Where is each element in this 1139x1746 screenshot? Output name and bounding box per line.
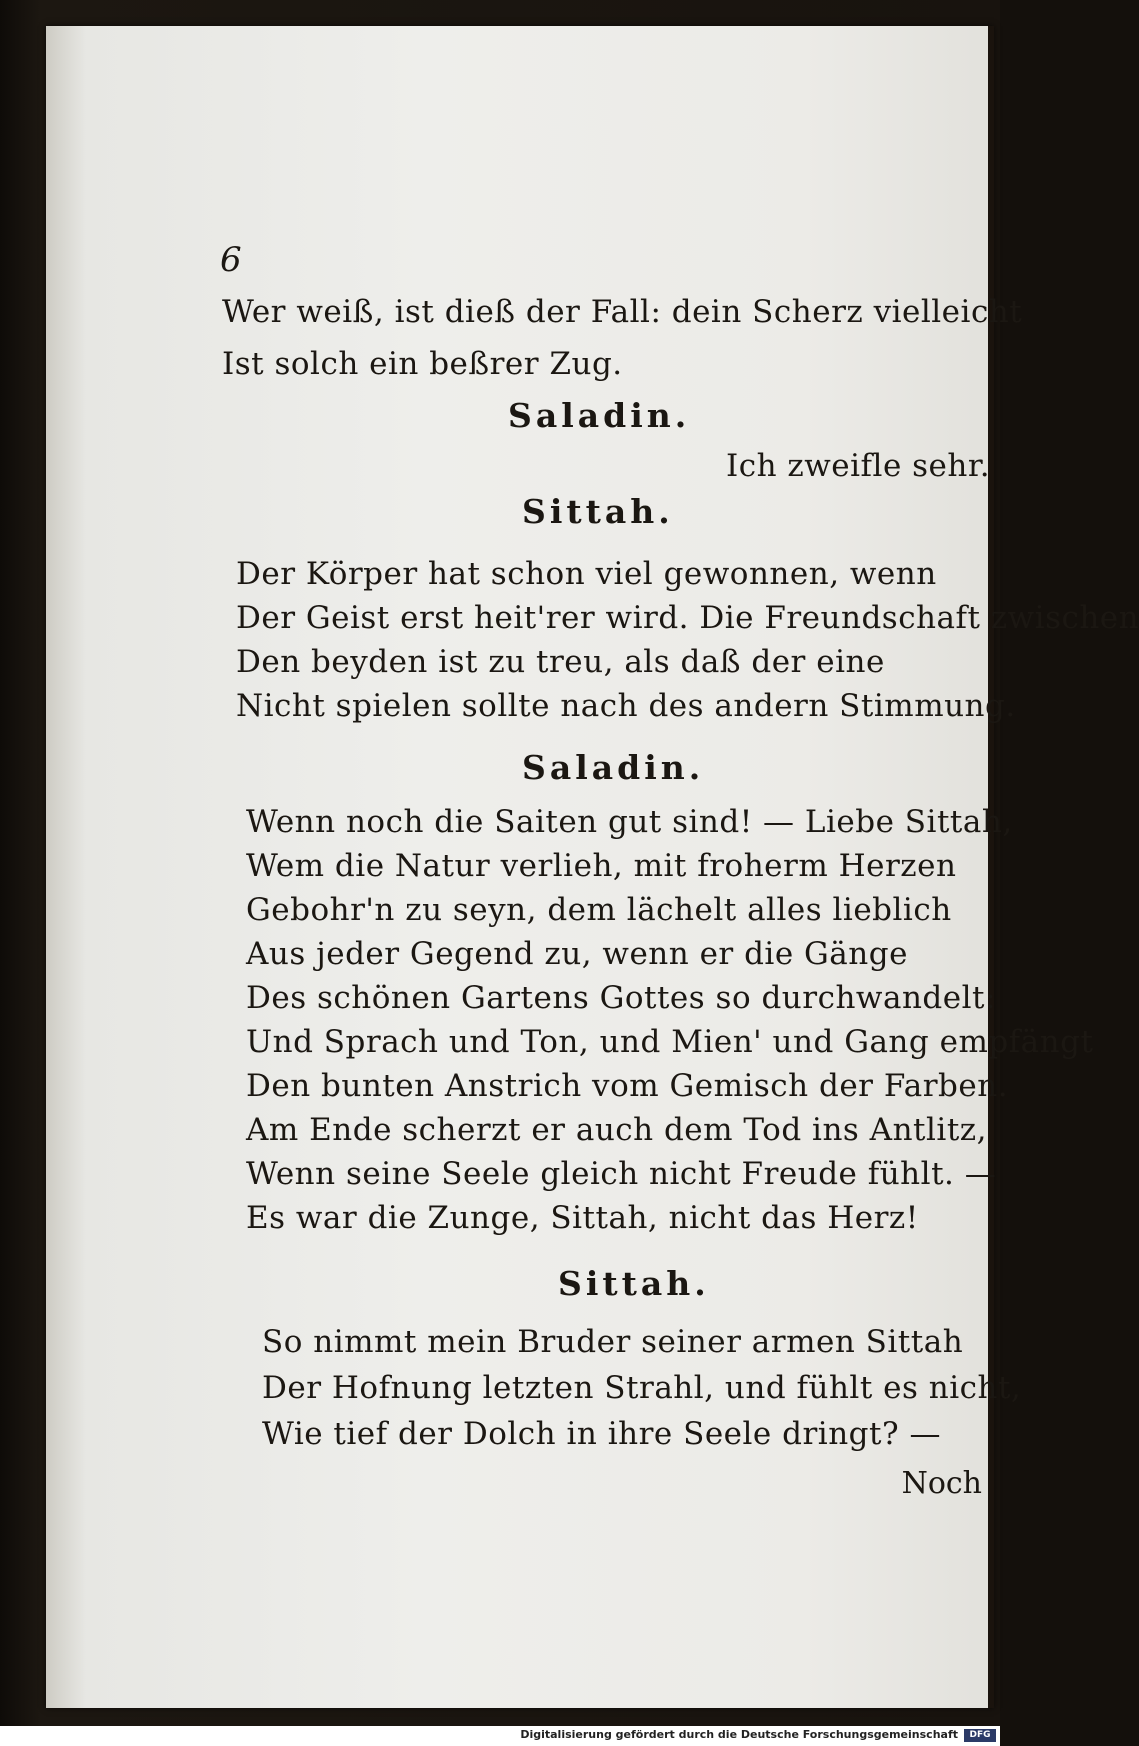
dfg-logo-icon: DFG [964, 1729, 996, 1742]
speaker-heading: Saladin. [522, 748, 705, 787]
page-text [46, 26, 1139, 1708]
speaker-heading: Sittah. [558, 1264, 710, 1303]
verse-line: Es war die Zunge, Sittah, nicht das Herz! [246, 1200, 919, 1236]
verse-line: Gebohr'n zu seyn, dem lächelt alles lieblich [246, 892, 952, 928]
verse-line: Aus jeder Gegend zu, wenn er die Gänge [246, 936, 908, 972]
page-number: 6 [220, 240, 242, 280]
verse-line: Am Ende scherzt er auch dem Tod ins Antlitz, [246, 1112, 987, 1148]
verse-line: Der Geist erst heit'rer wird. Die Freundschaft zwischen [236, 600, 1139, 636]
speaker-heading: Saladin. [508, 396, 691, 435]
verse-line: Den bunten Anstrich vom Gemisch der Farben. [246, 1068, 1009, 1104]
book-page [46, 26, 1139, 1708]
verse-line: Wenn noch die Saiten gut sind! — Liebe Sittah, [246, 804, 1013, 840]
verse-line: Den beyden ist zu treu, als daß der eine [236, 644, 885, 680]
verse-line: Wem die Natur verlieh, mit froherm Herzen [246, 848, 957, 884]
verse-line: Der Körper hat schon viel gewonnen, wenn [236, 556, 937, 592]
verse-line: Ich zweifle sehr. [726, 448, 991, 484]
verse-line: Der Hofnung letzten Strahl, und fühlt es nicht, [262, 1370, 1022, 1406]
verse-line: Ist solch ein beßrer Zug. [222, 346, 623, 382]
verse-line: Und Sprach und Ton, und Mien' und Gang empfängt [246, 1024, 1094, 1060]
verse-line: Wer weiß, ist dieß der Fall: dein Scherz vielleicht [222, 294, 1023, 330]
verse-line: Wie tief der Dolch in ihre Seele dringt? — [262, 1416, 941, 1452]
funding-credit: Digitalisierung gefördert durch die Deutsche Forschungsgemeinschaft [520, 1728, 958, 1741]
verse-line: Nicht spielen sollte nach des andern Stimmung. [236, 688, 1016, 724]
speaker-heading: Sittah. [522, 492, 674, 531]
verse-line: So nimmt mein Bruder seiner armen Sittah [262, 1324, 964, 1360]
verse-line: Wenn seine Seele gleich nicht Freude fühlt. — [246, 1156, 997, 1192]
verse-line: Des schönen Gartens Gottes so durchwandelt: [246, 980, 996, 1016]
catchword: Noch [901, 1466, 982, 1501]
